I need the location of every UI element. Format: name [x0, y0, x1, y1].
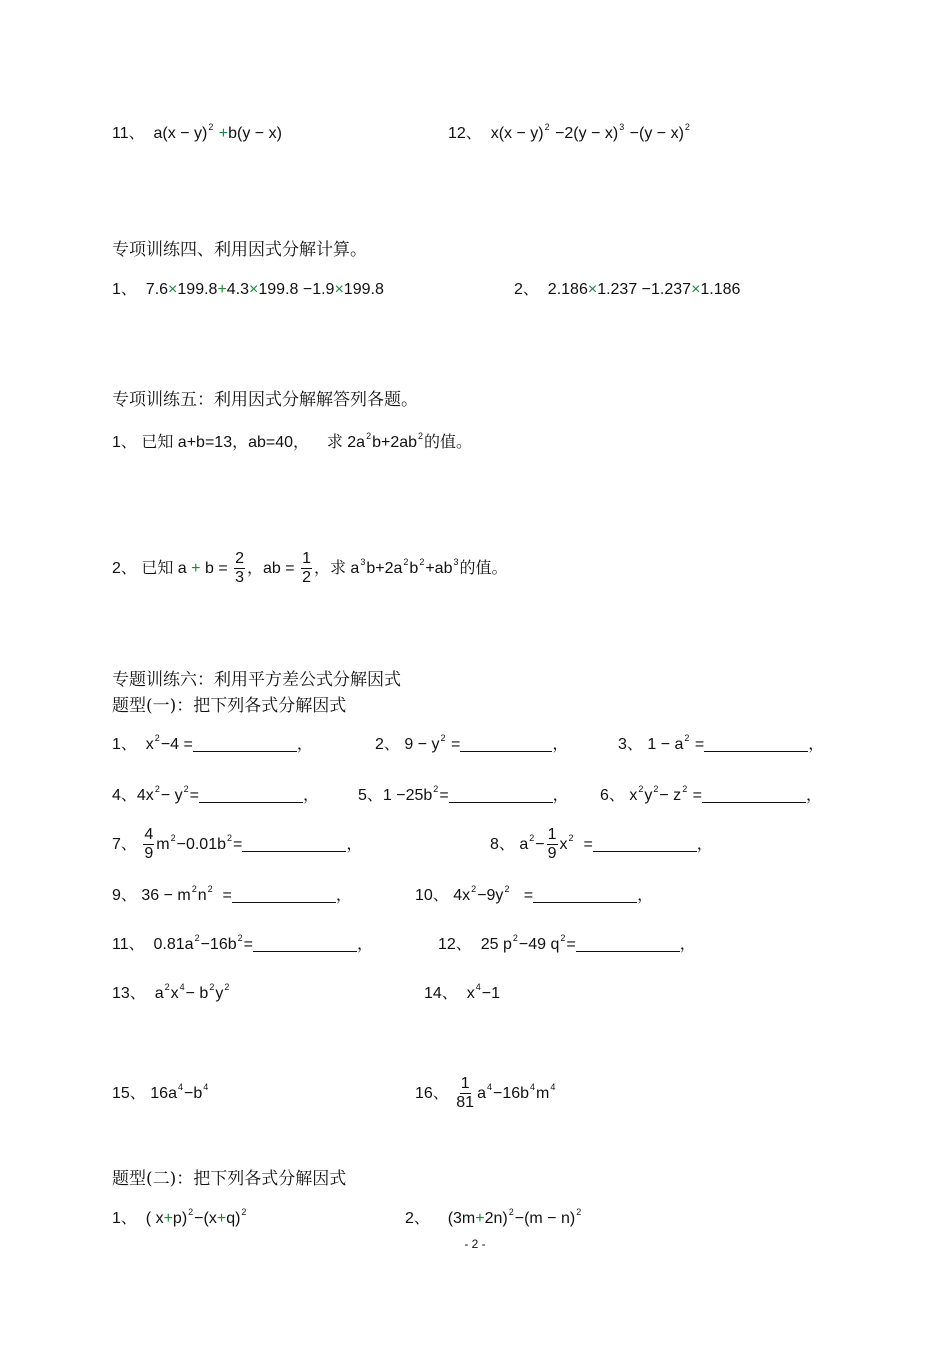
fraction-four-ninths: $\frac{4}{9}$ — [144, 826, 154, 863]
fraction-one-eighty-first: $\frac{1}{81}$ — [456, 1075, 475, 1112]
q9: 9、 $36 - m^2n^2$ = ， — [112, 884, 352, 904]
q11: 11、 $0.81a^2-16b^2=$ ， — [112, 933, 373, 953]
answer-blank[interactable] — [460, 735, 552, 752]
section-5-title: 专项训练五：利用因式分解解答列各题。 — [112, 390, 418, 410]
q15: 15、 $16a^4-b^4$ — [112, 1082, 209, 1102]
s5-problem-2: 2、 已知 a + b = $\frac{2}{3}$ ，ab = $\frac{1}{2}$ ，求 $a^3b+2a^2b^2+ab^3$的值。 — [112, 550, 508, 587]
q3: 3、 $1 - a^2$ = ， — [618, 733, 825, 753]
q7: 7、 $\frac{4}{9}$ $m^2-0.01b^2=$ ， — [112, 826, 363, 863]
q8: 8、 $a^2-$ $\frac{1}{9}$ $x^2$ = ， — [490, 826, 713, 863]
q5: 5、$1 -25b^2=$ ， — [358, 784, 569, 804]
s4-problem-1: 1、 7.6×199.8+4.3×199.8 −1.9×199.8 — [112, 281, 384, 298]
fraction-one-half: $\frac{1}{2}$ — [302, 550, 311, 587]
page-number: - 2 - — [464, 1237, 486, 1251]
fraction-one-ninth: $\frac{1}{9}$ — [547, 826, 557, 863]
q16: 16、 $\frac{1}{81}$ $a^4-16b^4m^4$ — [415, 1075, 556, 1112]
answer-blank[interactable] — [593, 835, 697, 852]
q10: 10、 $4x^2-9y^2$ = ， — [415, 884, 654, 904]
s5-problem-1: 1、 已知 a+b=13，ab=40， 求 $2a^2b+2ab^2$的值。 — [112, 431, 473, 451]
answer-blank[interactable] — [704, 735, 808, 752]
section-6-title: 专题训练六：利用平方差公式分解因式 — [112, 670, 401, 690]
answer-blank[interactable] — [253, 935, 357, 952]
answer-blank[interactable] — [232, 886, 336, 903]
q6: 6、 $x^2y^2- z^2$ = ， — [600, 784, 823, 804]
type-2-title: 题型(二)：把下列各式分解因式 — [112, 1169, 347, 1189]
answer-blank[interactable] — [193, 735, 297, 752]
r2: 2、 $(3m+2n)^2-(m - n)^2$ — [405, 1207, 582, 1227]
q13: 13、 $a^2x^4- b^2y^2$ — [112, 982, 230, 1002]
section-4-title: 专项训练四、利用因式分解计算。 — [112, 240, 367, 260]
q1: 1、 $x^2-4$ = ， — [112, 733, 313, 753]
answer-blank[interactable] — [199, 786, 303, 803]
problem-11: 11、 $a(x - y)^2 +b(y - x)$ — [112, 122, 282, 142]
answer-blank[interactable] — [242, 835, 346, 852]
answer-blank[interactable] — [702, 786, 806, 803]
q4: 4、$4x^2- y^2=$ ， — [112, 784, 319, 804]
problem-12: 12、 $x(x - y)^2 -2(y - x)^3 -(y - x)^2$ — [448, 122, 690, 142]
r1: 1、 ( $x+p)^2-(x+q)^2$ — [112, 1207, 247, 1227]
q2: 2、 $9 - y^2$ = ， — [375, 733, 569, 753]
answer-blank[interactable] — [449, 786, 553, 803]
answer-blank[interactable] — [576, 935, 680, 952]
s4-problem-2: 2、 2.186×1.237 −1.237×1.186 — [514, 281, 741, 298]
fraction-two-thirds: $\frac{2}{3}$ — [235, 550, 245, 587]
q12: 12、 25 $p^2-49$ $q^2=$ ， — [438, 933, 696, 953]
type-1-title: 题型(一)：把下列各式分解因式 — [112, 696, 347, 716]
q14: 14、 $x^4-1$ — [424, 982, 500, 1002]
answer-blank[interactable] — [533, 886, 637, 903]
